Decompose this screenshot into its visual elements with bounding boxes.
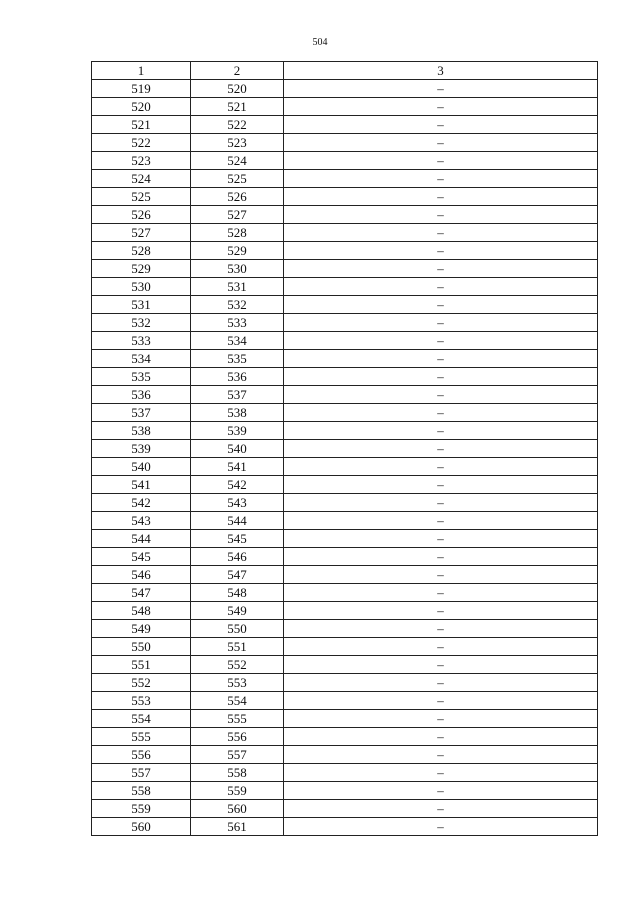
table-cell-col-1: 540 (92, 458, 191, 476)
table-row (92, 80, 598, 98)
table-cell-col-1: 537 (92, 404, 191, 422)
table-cell-col-1: 538 (92, 422, 191, 440)
table-cell-col-3: – (284, 584, 598, 602)
table-row (92, 800, 598, 818)
table-cell-col-2: 558 (191, 764, 284, 782)
table-row (92, 368, 598, 386)
table-cell-col-2: 527 (191, 206, 284, 224)
table-cell-col-3: – (284, 152, 598, 170)
table-cell-col-1: 556 (92, 746, 191, 764)
table-cell-col-2: 530 (191, 260, 284, 278)
table-cell-col-2: 550 (191, 620, 284, 638)
table-cell-col-2: 525 (191, 170, 284, 188)
table-cell-col-1: 554 (92, 710, 191, 728)
table-row (92, 710, 598, 728)
table-row (92, 458, 598, 476)
table-cell-col-3: – (284, 440, 598, 458)
table-cell-col-2: 533 (191, 314, 284, 332)
header-row (92, 62, 598, 80)
table-cell-col-3: – (284, 620, 598, 638)
table-row (92, 188, 598, 206)
table-cell-col-3: – (284, 170, 598, 188)
table-cell-col-2: 549 (191, 602, 284, 620)
table-cell-col-3: – (284, 764, 598, 782)
table-row (92, 566, 598, 584)
table-cell-col-2: 556 (191, 728, 284, 746)
table-row (92, 512, 598, 530)
table-row (92, 440, 598, 458)
table-cell-col-1: 522 (92, 134, 191, 152)
table-row (92, 242, 598, 260)
table-cell-col-1: 530 (92, 278, 191, 296)
table-row (92, 350, 598, 368)
table-cell-col-3: – (284, 548, 598, 566)
table-cell-col-2: 546 (191, 548, 284, 566)
table-cell-col-3: – (284, 134, 598, 152)
table-cell-col-2: 538 (191, 404, 284, 422)
table-cell-col-2: 543 (191, 494, 284, 512)
table-cell-col-3: – (284, 350, 598, 368)
table-row (92, 170, 598, 188)
table-cell-col-2: 551 (191, 638, 284, 656)
table-row (92, 206, 598, 224)
table-cell-col-2: 526 (191, 188, 284, 206)
table-cell-col-1: 545 (92, 548, 191, 566)
column-header-2: 2 (191, 62, 284, 80)
table-row (92, 728, 598, 746)
table-row (92, 404, 598, 422)
column-header-3: 3 (284, 62, 598, 80)
table-cell-col-1: 523 (92, 152, 191, 170)
table-cell-col-3: – (284, 242, 598, 260)
table-cell-col-2: 523 (191, 134, 284, 152)
table-row (92, 620, 598, 638)
table-cell-col-3: – (284, 638, 598, 656)
table-cell-col-1: 520 (92, 98, 191, 116)
table-cell-col-2: 560 (191, 800, 284, 818)
table-cell-col-2: 539 (191, 422, 284, 440)
data-table (91, 61, 598, 836)
table-cell-col-2: 555 (191, 710, 284, 728)
table-cell-col-3: – (284, 278, 598, 296)
table-cell-col-1: 542 (92, 494, 191, 512)
table-cell-col-1: 553 (92, 692, 191, 710)
table-cell-col-3: – (284, 710, 598, 728)
table-cell-col-1: 539 (92, 440, 191, 458)
table-cell-col-3: – (284, 674, 598, 692)
table-cell-col-3: – (284, 116, 598, 134)
table-cell-col-2: 559 (191, 782, 284, 800)
table-cell-col-3: – (284, 332, 598, 350)
table-row (92, 152, 598, 170)
table-row (92, 656, 598, 674)
table-cell-col-3: – (284, 80, 598, 98)
table-cell-col-3: – (284, 566, 598, 584)
table-row (92, 692, 598, 710)
table-cell-col-2: 528 (191, 224, 284, 242)
table-cell-col-2: 521 (191, 98, 284, 116)
table-row (92, 494, 598, 512)
table-cell-col-3: – (284, 512, 598, 530)
table-cell-col-1: 528 (92, 242, 191, 260)
table-cell-col-1: 549 (92, 620, 191, 638)
table-cell-col-1: 531 (92, 296, 191, 314)
table-row (92, 134, 598, 152)
table-row (92, 764, 598, 782)
table-cell-col-1: 546 (92, 566, 191, 584)
table-cell-col-2: 522 (191, 116, 284, 134)
table-cell-col-1: 536 (92, 386, 191, 404)
table-cell-col-3: – (284, 98, 598, 116)
table-body (92, 80, 598, 836)
table-cell-col-1: 524 (92, 170, 191, 188)
table-cell-col-3: – (284, 692, 598, 710)
table-row (92, 818, 598, 836)
table-row (92, 746, 598, 764)
table-row (92, 260, 598, 278)
table-cell-col-3: – (284, 206, 598, 224)
table-cell-col-2: 529 (191, 242, 284, 260)
table-cell-col-2: 557 (191, 746, 284, 764)
table-cell-col-3: – (284, 386, 598, 404)
table-row (92, 332, 598, 350)
table-row (92, 224, 598, 242)
table-cell-col-1: 548 (92, 602, 191, 620)
table-cell-col-3: – (284, 746, 598, 764)
table-header (92, 62, 598, 80)
table-cell-col-2: 548 (191, 584, 284, 602)
table-cell-col-1: 557 (92, 764, 191, 782)
table-cell-col-2: 553 (191, 674, 284, 692)
table-row (92, 314, 598, 332)
table-cell-col-3: – (284, 494, 598, 512)
table-cell-col-1: 551 (92, 656, 191, 674)
table-cell-col-3: – (284, 260, 598, 278)
table-cell-col-2: 537 (191, 386, 284, 404)
table-cell-col-1: 534 (92, 350, 191, 368)
table-cell-col-1: 533 (92, 332, 191, 350)
table-row (92, 278, 598, 296)
table-cell-col-2: 535 (191, 350, 284, 368)
table-cell-col-1: 525 (92, 188, 191, 206)
table-cell-col-1: 519 (92, 80, 191, 98)
table-cell-col-2: 552 (191, 656, 284, 674)
table-cell-col-1: 527 (92, 224, 191, 242)
table-cell-col-2: 541 (191, 458, 284, 476)
table-cell-col-1: 544 (92, 530, 191, 548)
table-cell-col-3: – (284, 296, 598, 314)
table-cell-col-1: 541 (92, 476, 191, 494)
table-cell-col-3: – (284, 602, 598, 620)
table-cell-col-1: 555 (92, 728, 191, 746)
table-cell-col-3: – (284, 188, 598, 206)
table-cell-col-1: 560 (92, 818, 191, 836)
table-cell-col-1: 547 (92, 584, 191, 602)
table-cell-col-2: 554 (191, 692, 284, 710)
table-row (92, 782, 598, 800)
table-cell-col-1: 559 (92, 800, 191, 818)
table-cell-col-2: 524 (191, 152, 284, 170)
table-cell-col-1: 552 (92, 674, 191, 692)
table-cell-col-3: – (284, 530, 598, 548)
table-cell-col-3: – (284, 368, 598, 386)
table-cell-col-3: – (284, 656, 598, 674)
table-cell-col-2: 544 (191, 512, 284, 530)
table-row (92, 674, 598, 692)
table-cell-col-3: – (284, 314, 598, 332)
table-cell-col-2: 547 (191, 566, 284, 584)
table-row (92, 530, 598, 548)
table-cell-col-2: 542 (191, 476, 284, 494)
page-number: 504 (312, 37, 328, 48)
table-cell-col-1: 558 (92, 782, 191, 800)
table-row (92, 98, 598, 116)
table-row (92, 296, 598, 314)
table-row (92, 422, 598, 440)
table-cell-col-2: 531 (191, 278, 284, 296)
table-cell-col-2: 520 (191, 80, 284, 98)
table-row (92, 638, 598, 656)
table-row (92, 476, 598, 494)
table-cell-col-1: 535 (92, 368, 191, 386)
table-cell-col-3: – (284, 404, 598, 422)
table-row (92, 386, 598, 404)
table-cell-col-2: 536 (191, 368, 284, 386)
table-cell-col-3: – (284, 458, 598, 476)
table-cell-col-2: 545 (191, 530, 284, 548)
table-row (92, 548, 598, 566)
table-row (92, 116, 598, 134)
table-row (92, 584, 598, 602)
table-cell-col-1: 543 (92, 512, 191, 530)
table-cell-col-3: – (284, 782, 598, 800)
table-cell-col-2: 561 (191, 818, 284, 836)
table-cell-col-1: 526 (92, 206, 191, 224)
table-cell-col-3: – (284, 476, 598, 494)
column-header-1: 1 (92, 62, 191, 80)
table-cell-col-1: 521 (92, 116, 191, 134)
table-cell-col-1: 550 (92, 638, 191, 656)
table-cell-col-1: 529 (92, 260, 191, 278)
table-cell-col-2: 540 (191, 440, 284, 458)
table-cell-col-3: – (284, 818, 598, 836)
table-cell-col-2: 532 (191, 296, 284, 314)
table-cell-col-3: – (284, 224, 598, 242)
table-row (92, 602, 598, 620)
table-cell-col-1: 532 (92, 314, 191, 332)
table-cell-col-3: – (284, 800, 598, 818)
table-cell-col-2: 534 (191, 332, 284, 350)
table-cell-col-3: – (284, 728, 598, 746)
table-cell-col-3: – (284, 422, 598, 440)
